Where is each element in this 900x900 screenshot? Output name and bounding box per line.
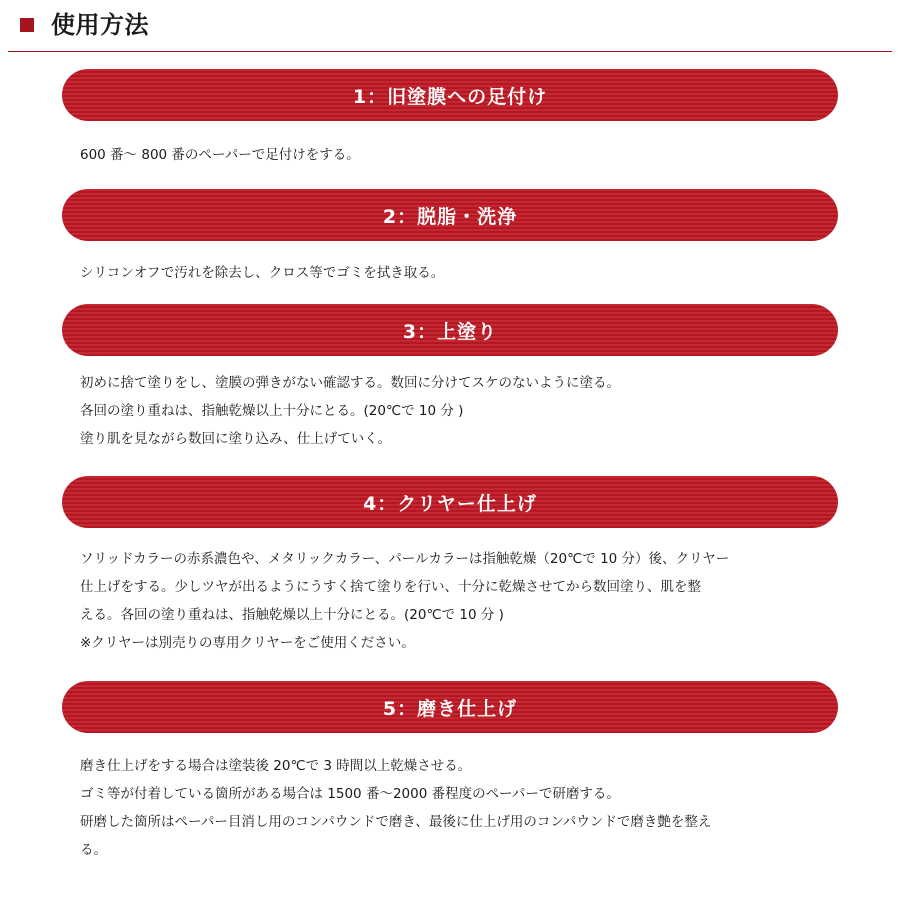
step-5-line-2: ゴミ等が付着している箇所がある場合は 1500 番～2000 番程度のペーパーで研磨する。 [80,786,620,802]
step-5-line-1: 磨き仕上げをする場合は塗装後 20℃で 3 時間以上乾燥させる。 [80,758,472,774]
header-divider [8,51,892,52]
step-4-line-1: ソリッドカラーの赤系濃色や、メタリックカラー、パールカラーは指触乾燥（20℃で 10 分）後、クリヤー [80,551,730,567]
step-4-line-3: える。各回の塗り重ねは、指触乾燥以上十分にとる。(20℃で 10 分 ) [80,607,504,623]
step-5-banner [62,681,838,733]
step-3-line-1: 初めに捨て塗りをし、塗膜の弾きがない確認する。数回に分けてスケのないように塗る。 [80,375,620,391]
step-4-line-4: ※クリヤーは別売りの専用クリヤーをご使用ください。 [80,635,415,651]
step-2-heading: 2：脱脂・洗浄 [382,205,518,228]
step-2-line-1: シリコンオフで汚れを除去し、クロス等でゴミを拭き取る。 [80,265,445,281]
step-1-body [80,141,850,169]
step-3-heading: 3：上塗り [402,320,498,343]
step-4-heading: 4：クリヤー仕上げ [363,492,537,515]
square-bullet-icon [20,18,34,32]
step-3-banner [62,304,838,356]
step-1-heading: 1：旧塗膜への足付け [352,85,548,108]
step-5-line-3: 研磨した箇所はペーパー目消し用のコンパウンドで磨き、最後に仕上げ用のコンパウンドで磨き艶を整え [80,814,712,830]
step-4-line-2: 仕上げをする。少しツヤが出るようにうすく捨て塗りを行い、十分に乾燥させてから数回塗り、肌を整 [80,579,701,595]
step-5-heading: 5：磨き仕上げ [382,697,518,720]
step-3-line-3: 塗り肌を見ながら数回に塗り込み、仕上げていく。 [80,431,392,447]
section-header [0,0,900,52]
step-5-line-4: る。 [80,842,107,858]
step-2-banner [62,189,838,241]
step-4-banner [62,476,838,528]
step-1-line-1: 600 番～ 800 番のペーパーで足付けをする。 [80,147,360,163]
page-title: 使用方法 [51,11,149,39]
step-5-body [80,752,850,864]
step-1-banner [62,69,838,121]
step-3-line-2: 各回の塗り重ねは、指触乾燥以上十分にとる。(20℃で 10 分 ) [80,403,464,419]
step-3-body [80,369,850,453]
step-4-body [80,545,850,657]
step-2-body [80,259,850,287]
